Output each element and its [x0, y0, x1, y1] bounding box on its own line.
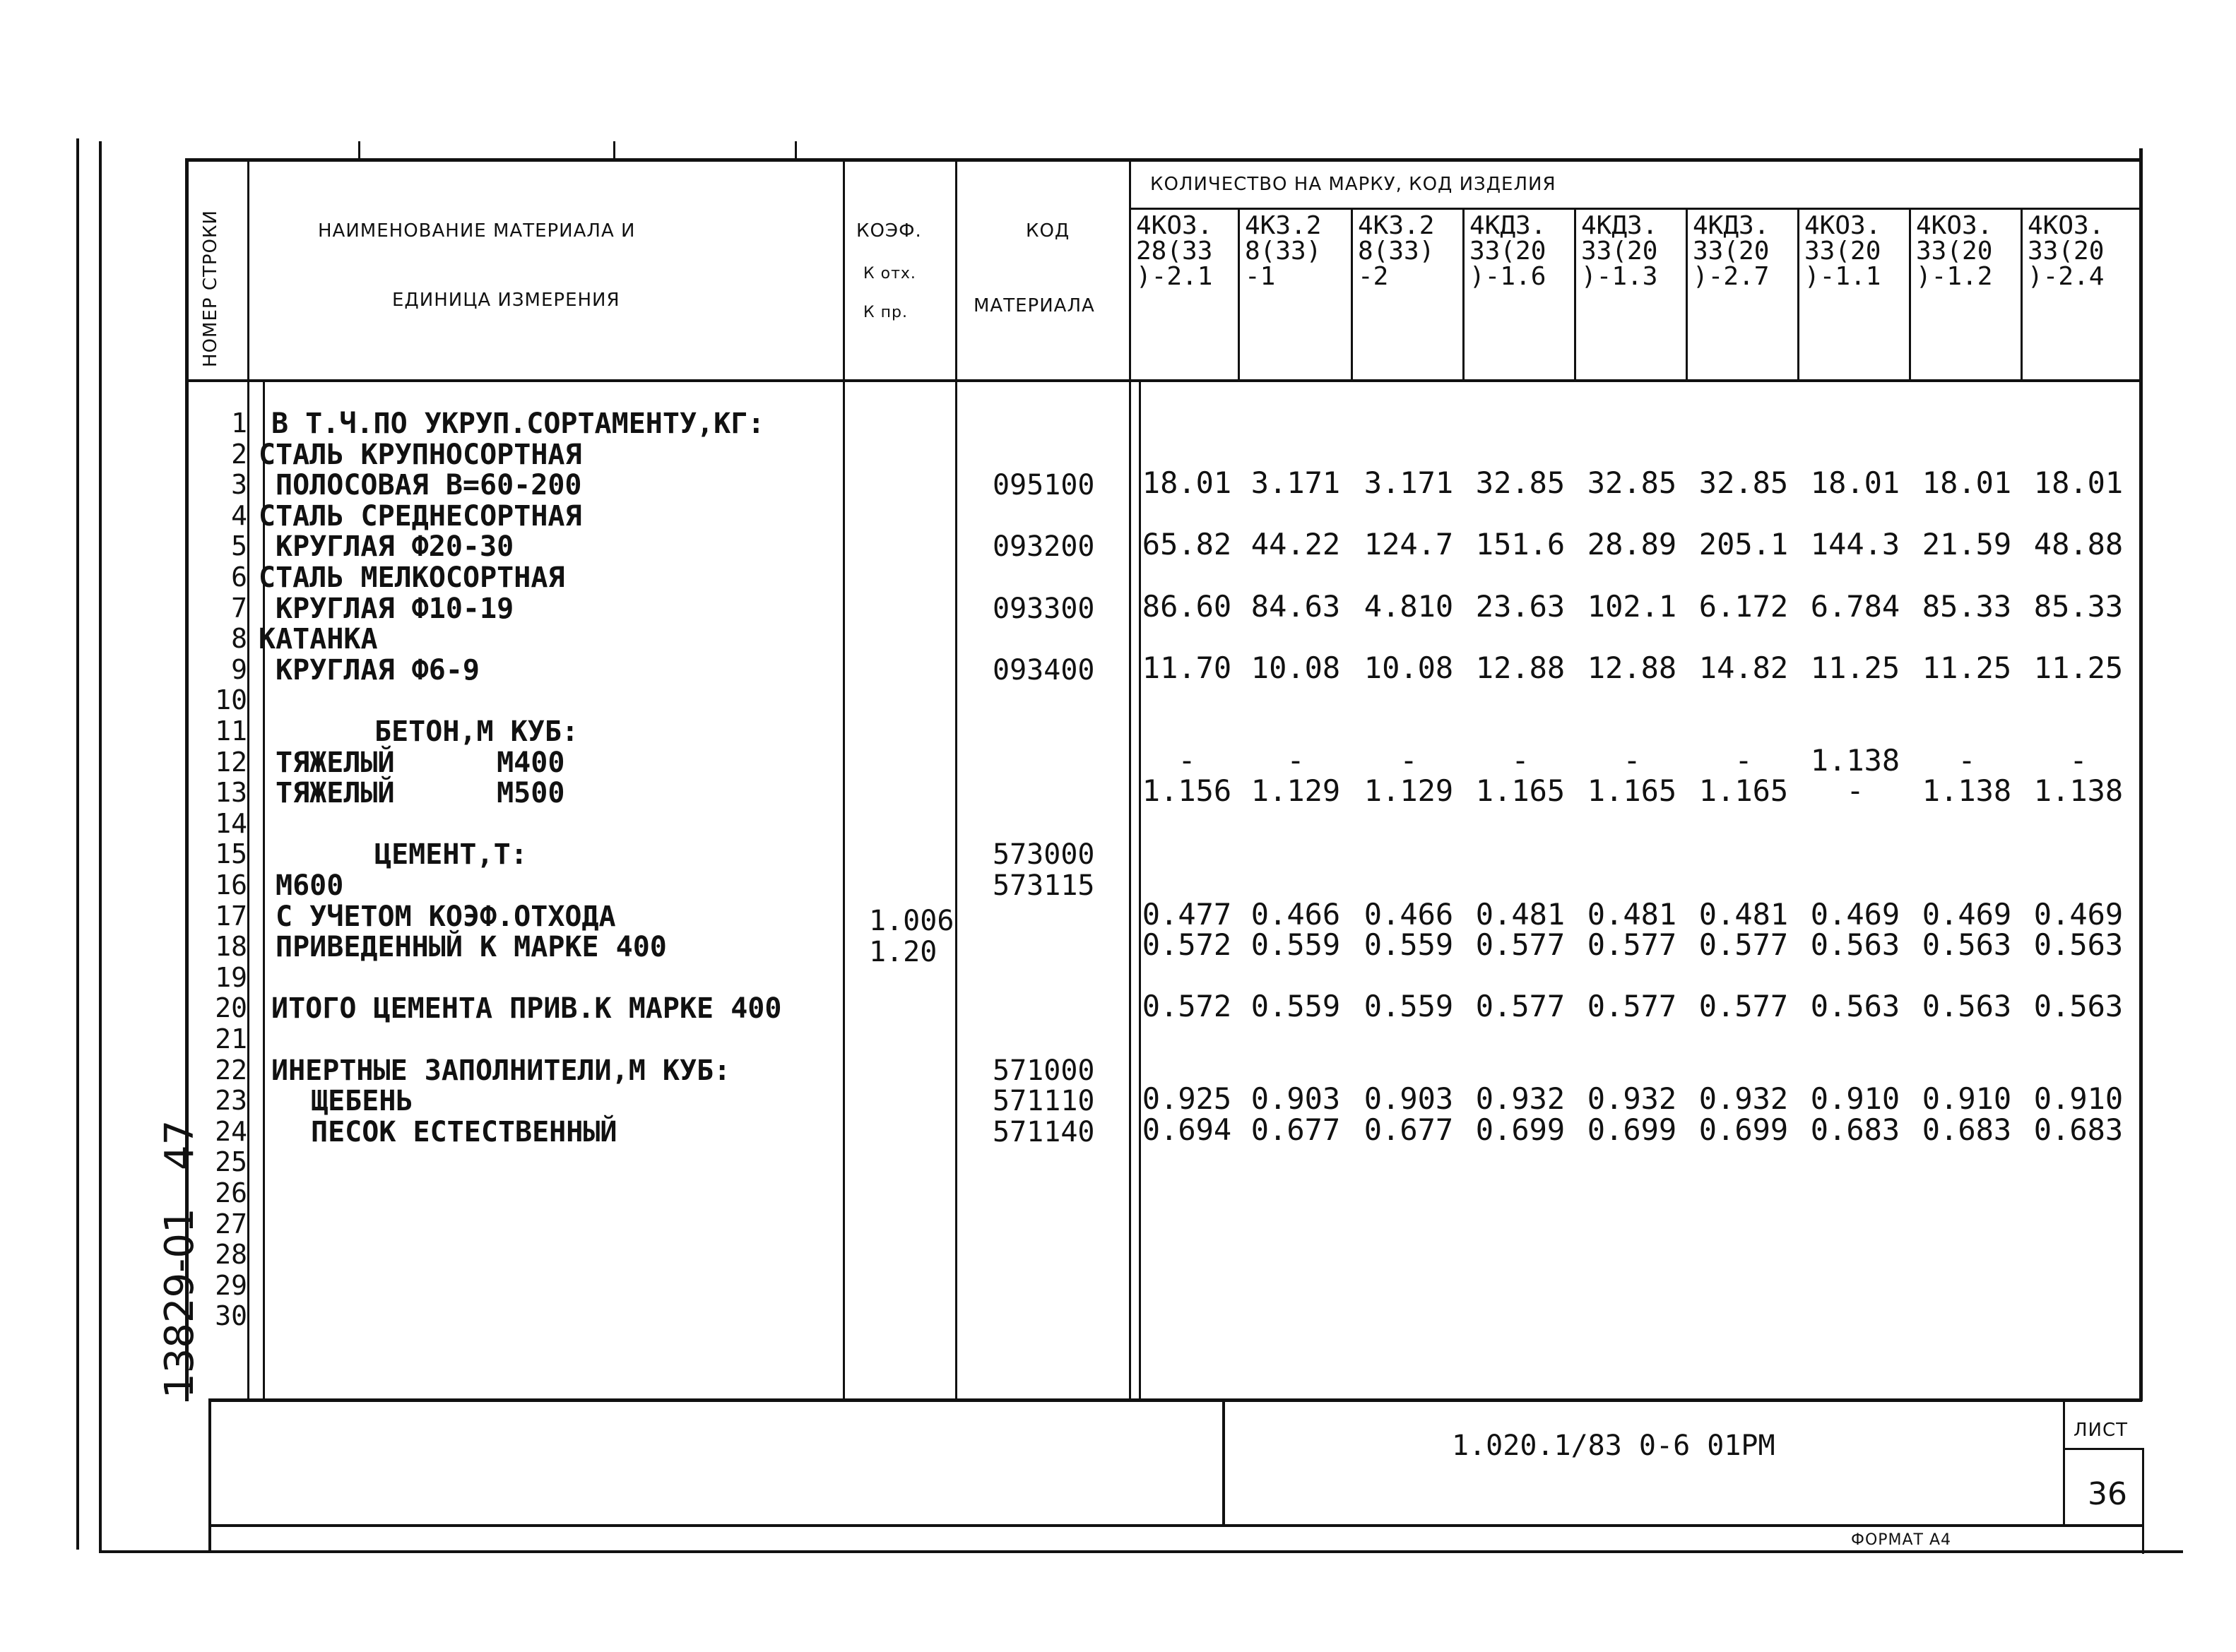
- product-col-header-6-line3: )-2.7: [1693, 262, 1770, 291]
- quantity-cell: -: [2069, 742, 2088, 778]
- product-col-header-7-line1: 4КО3.: [1804, 211, 1881, 240]
- coef-header-line2: К отх.: [863, 265, 916, 283]
- product-col-header-1-line3: )-2.1: [1136, 262, 1213, 291]
- product-col-header-9-line3: )-2.4: [2028, 262, 2105, 291]
- row-number: 15: [215, 838, 247, 870]
- quantity-cell: 18.01: [1142, 465, 1232, 501]
- code-header-line2: МАТЕРИАЛА: [974, 295, 1095, 316]
- quantity-cell: 0.481: [1698, 896, 1789, 932]
- row-number: 29: [215, 1269, 247, 1301]
- product-col-header-8-line2: 33(20: [1916, 237, 1993, 266]
- quantity-cell: 18.01: [1922, 465, 2012, 501]
- row-number: 20: [215, 992, 247, 1024]
- row-number: 1: [231, 408, 247, 439]
- quantity-cell: -: [1623, 742, 1641, 778]
- material-name: ИТОГО ЦЕМЕНТА ПРИВ.К МАРКЕ 400: [271, 992, 782, 1026]
- quantity-cell: -: [1178, 742, 1196, 778]
- product-col-header-1-line2: 28(33: [1136, 237, 1213, 266]
- quantity-cell: 0.563: [1922, 927, 2012, 963]
- material-header-line1: НАИМЕНОВАНИЕ МАТЕРИАЛА И: [318, 220, 636, 242]
- quantity-cell: 0.563: [1922, 989, 2012, 1024]
- quantity-cell: 86.60: [1142, 588, 1232, 624]
- quantity-cell: 0.469: [1922, 896, 2012, 932]
- material-name: ЦЕМЕНТ,Т:: [374, 838, 528, 872]
- quantity-cell: 0.563: [2033, 927, 2124, 963]
- quantity-cell: 11.25: [1922, 650, 2012, 685]
- material-name: КРУГЛАЯ Ф10-19: [276, 592, 514, 625]
- quantity-cell: 0.563: [1810, 989, 1900, 1024]
- row-number: 3: [231, 469, 247, 501]
- sheet-label: ЛИСТ: [2074, 1420, 2129, 1441]
- product-col-header-2-line2: 8(33): [1245, 237, 1322, 266]
- quantity-cell: 84.63: [1250, 588, 1341, 624]
- row-number: 16: [215, 869, 247, 901]
- product-col-header-4-line3: )-1.6: [1469, 262, 1546, 291]
- quantity-cell: 1.165: [1475, 773, 1566, 809]
- material-name: ТЯЖЕЛЫЙ М500: [276, 777, 565, 810]
- outer-bottom-border: [99, 1550, 2183, 1553]
- material-code: 571000: [993, 1054, 1095, 1087]
- quantity-cell: 3.171: [1364, 465, 1454, 501]
- quantity-cell: 0.481: [1475, 896, 1566, 932]
- quantity-cell: 85.33: [1922, 588, 2012, 624]
- material-name: БЕТОН,М КУБ:: [374, 715, 579, 748]
- quantity-cell: 0.910: [1810, 1081, 1900, 1117]
- material-name: ТЯЖЕЛЫЙ М400: [276, 746, 565, 779]
- quantity-cell: 1.138: [2033, 773, 2124, 809]
- row-number: 27: [215, 1208, 247, 1240]
- code-header-line1: КОД: [1026, 220, 1070, 242]
- row-number: 10: [215, 684, 247, 716]
- quantity-cell: 144.3: [1810, 527, 1900, 562]
- quantity-cell: 0.469: [1810, 896, 1900, 932]
- quantity-cell: 0.694: [1142, 1112, 1232, 1147]
- quantity-cell: 12.88: [1475, 650, 1566, 685]
- material-code: 573000: [993, 838, 1095, 872]
- quantity-cell: 0.699: [1698, 1112, 1789, 1147]
- quantity-cell: 0.466: [1250, 896, 1341, 932]
- material-name: ПЕСОК ЕСТЕСТВЕННЫЙ: [311, 1115, 617, 1148]
- product-col-header-2-line1: 4К3.2: [1245, 211, 1322, 240]
- quantity-cell: 1.129: [1250, 773, 1341, 809]
- quantity-cell: 0.677: [1364, 1112, 1454, 1147]
- quantity-cell: 0.677: [1250, 1112, 1341, 1147]
- product-col-header-7-line3: )-1.1: [1804, 262, 1881, 291]
- row-number: 30: [215, 1300, 247, 1332]
- row-number: 26: [215, 1177, 247, 1208]
- row-number: 22: [215, 1054, 247, 1086]
- quantity-cell: 0.932: [1587, 1081, 1677, 1117]
- quantity-cell: 0.477: [1142, 896, 1232, 932]
- quantity-cell: 102.1: [1587, 588, 1677, 624]
- outer-left-border: [76, 138, 79, 1550]
- side-note: 13829-01 47: [157, 1119, 203, 1398]
- material-name: ЩЕБЕНЬ: [311, 1085, 413, 1118]
- quantity-cell: 10.08: [1250, 650, 1341, 685]
- material-code: 573115: [993, 869, 1095, 902]
- format-label: ФОРМАТ А4: [1851, 1531, 1952, 1549]
- material-name: КРУГЛАЯ Ф6-9: [276, 653, 480, 687]
- table-top-border: [185, 158, 2142, 162]
- quantity-cell: 1.138: [1922, 773, 2012, 809]
- quantity-cell: 6.172: [1698, 588, 1789, 624]
- material-code: 093400: [993, 653, 1095, 687]
- quantity-cell: 0.481: [1587, 896, 1677, 932]
- quantity-cell: 0.572: [1142, 927, 1232, 963]
- quantity-cell: 18.01: [2033, 465, 2124, 501]
- quantity-cell: 0.699: [1475, 1112, 1566, 1147]
- row-number: 6: [231, 561, 247, 593]
- material-code: 571140: [993, 1115, 1095, 1148]
- material-name: ИНЕРТНЫЕ ЗАПОЛНИТЕЛИ,М КУБ:: [271, 1054, 731, 1087]
- quantity-cell: 14.82: [1698, 650, 1789, 685]
- quantity-cell: 0.932: [1475, 1081, 1566, 1117]
- quantity-cell: 151.6: [1475, 527, 1566, 562]
- material-name: СТАЛЬ МЕЛКОСОРТНАЯ: [259, 561, 565, 594]
- quantity-cell: -: [1400, 742, 1418, 778]
- quantity-cell: 0.932: [1698, 1081, 1789, 1117]
- quantity-cell: 0.910: [1922, 1081, 2012, 1117]
- quantity-cell: 0.903: [1250, 1081, 1341, 1117]
- row-number: 28: [215, 1239, 247, 1271]
- material-code: 571110: [993, 1085, 1095, 1118]
- quantity-cell: 1.165: [1587, 773, 1677, 809]
- quantity-cell: 23.63: [1475, 588, 1566, 624]
- material-name: С УЧЕТОМ КОЭФ.ОТХОДА: [276, 900, 616, 933]
- quantity-cell: 0.572: [1142, 989, 1232, 1024]
- product-col-header-6-line2: 33(20: [1693, 237, 1770, 266]
- quantity-cell: 0.577: [1698, 927, 1789, 963]
- coef-row17: 1.006: [869, 905, 954, 937]
- row-number: 9: [231, 653, 247, 685]
- quantity-cell: -: [1846, 773, 1864, 809]
- quantity-cell: 3.171: [1250, 465, 1341, 501]
- row-number: 24: [215, 1115, 247, 1147]
- sheet-number: 36: [2088, 1476, 2127, 1512]
- product-col-header-3-line2: 8(33): [1358, 237, 1435, 266]
- quantity-cell: 0.577: [1587, 927, 1677, 963]
- quantity-cell: 0.910: [2033, 1081, 2124, 1117]
- row-number: 23: [215, 1085, 247, 1117]
- quantity-cell: 12.88: [1587, 650, 1677, 685]
- outer-left-border-2: [99, 141, 102, 1552]
- quantity-cell: 0.577: [1698, 989, 1789, 1024]
- product-col-header-2-line3: -1: [1245, 262, 1276, 291]
- quantity-cell: 6.784: [1810, 588, 1900, 624]
- coef-header-line3: К пр.: [863, 304, 908, 321]
- product-col-header-9-line1: 4КО3.: [2028, 211, 2105, 240]
- quantity-cell: 48.88: [2033, 527, 2124, 562]
- material-name: М600: [276, 869, 344, 902]
- quantity-cell: 0.563: [1810, 927, 1900, 963]
- material-header-line2: ЕДИНИЦА ИЗМЕРЕНИЯ: [392, 290, 620, 311]
- quantity-cell: 21.59: [1922, 527, 2012, 562]
- quantity-cell: 85.33: [2033, 588, 2124, 624]
- row-number: 17: [215, 900, 247, 932]
- quantity-cell: 32.85: [1587, 465, 1677, 501]
- row-number: 12: [215, 746, 247, 778]
- quantity-cell: 0.469: [2033, 896, 2124, 932]
- quantity-cell: 65.82: [1142, 527, 1232, 562]
- quantity-cell: 0.577: [1587, 989, 1677, 1024]
- quantity-cell: 0.466: [1364, 896, 1454, 932]
- quantity-cell: 0.683: [1922, 1112, 2012, 1147]
- document-code: 1.020.1/83 0-6 01РМ: [1452, 1430, 1775, 1462]
- product-col-header-8-line3: )-1.2: [1916, 262, 1993, 291]
- product-col-header-9-line2: 33(20: [2028, 237, 2105, 266]
- quantity-cell: 0.683: [1810, 1112, 1900, 1147]
- product-col-header-5-line2: 33(20: [1581, 237, 1658, 266]
- header-bottom-border: [185, 379, 2142, 382]
- product-col-header-5-line3: )-1.3: [1581, 262, 1658, 291]
- quantity-cell: 0.683: [2033, 1112, 2124, 1147]
- quantity-cell: 4.810: [1364, 588, 1454, 624]
- product-col-header-6-line1: 4КД3.: [1693, 211, 1770, 240]
- quantity-cell: 1.129: [1364, 773, 1454, 809]
- product-col-header-4-line2: 33(20: [1469, 237, 1546, 266]
- quantity-cell: 0.903: [1364, 1081, 1454, 1117]
- quantity-cell: 1.138: [1810, 742, 1900, 778]
- quantity-cell: 11.70: [1142, 650, 1232, 685]
- product-col-header-8-line1: 4КО3.: [1916, 211, 1993, 240]
- row-number: 8: [231, 623, 247, 655]
- quantity-cell: 1.165: [1698, 773, 1789, 809]
- title-block-top: [208, 1398, 2142, 1402]
- material-name: КРУГЛАЯ Ф20-30: [276, 530, 514, 564]
- product-col-header-4-line1: 4КД3.: [1469, 211, 1546, 240]
- row-number: 18: [215, 931, 247, 963]
- material-code: 095100: [993, 469, 1095, 502]
- quantity-cell: -: [1286, 742, 1305, 778]
- quantity-header: КОЛИЧЕСТВО НА МАРКУ, КОД ИЗДЕЛИЯ: [1150, 174, 1556, 195]
- quantity-cell: 1.156: [1142, 773, 1232, 809]
- quantity-cell: 32.85: [1475, 465, 1566, 501]
- material-name: ПОЛОСОВАЯ В=60-200: [276, 469, 582, 502]
- quantity-cell: 11.25: [2033, 650, 2124, 685]
- product-col-header-7-line2: 33(20: [1804, 237, 1881, 266]
- material-name: В Т.Ч.ПО УКРУП.СОРТАМЕНТУ,КГ:: [271, 408, 765, 440]
- quantity-cell: 18.01: [1810, 465, 1900, 501]
- row-number: 21: [215, 1023, 247, 1054]
- row-number: 2: [231, 438, 247, 470]
- row-number: 14: [215, 807, 247, 839]
- product-col-header-1-line1: 4КО3.: [1136, 211, 1213, 240]
- quantity-cell: -: [1734, 742, 1753, 778]
- table-right-border: [2139, 148, 2143, 1401]
- row-number: 5: [231, 530, 247, 562]
- product-col-header-3-line3: -2: [1358, 262, 1389, 291]
- material-code: 093200: [993, 530, 1095, 564]
- quantity-cell: 44.22: [1250, 527, 1341, 562]
- quantity-cell: 28.89: [1587, 527, 1677, 562]
- row-number: 13: [215, 777, 247, 809]
- quantity-cell: 0.699: [1587, 1112, 1677, 1147]
- coef-header-line1: КОЭФ.: [856, 220, 922, 242]
- quantity-cell: -: [1511, 742, 1530, 778]
- row-number: 19: [215, 961, 247, 993]
- product-col-header-3-line1: 4К3.2: [1358, 211, 1435, 240]
- quantity-cell: 0.577: [1475, 927, 1566, 963]
- quantity-cell: 0.563: [2033, 989, 2124, 1024]
- quantity-cell: 32.85: [1698, 465, 1789, 501]
- quantity-cell: 0.925: [1142, 1081, 1232, 1117]
- row-number: 11: [215, 715, 247, 747]
- row-number-header: НОМЕР СТРОКИ: [200, 210, 221, 367]
- quantity-cell: 205.1: [1698, 527, 1789, 562]
- quantity-cell: 0.559: [1364, 989, 1454, 1024]
- quantity-cell: 10.08: [1364, 650, 1454, 685]
- material-name: СТАЛЬ СРЕДНЕСОРТНАЯ: [259, 499, 582, 533]
- coef-row18: 1.20: [869, 936, 937, 968]
- material-name: КАТАНКА: [259, 623, 378, 656]
- material-name: ПРИВЕДЕННЫЙ К МАРКЕ 400: [276, 931, 667, 964]
- quantity-cell: 0.559: [1250, 989, 1341, 1024]
- material-name: СТАЛЬ КРУПНОСОРТНАЯ: [259, 438, 582, 471]
- quantity-cell: 11.25: [1810, 650, 1900, 685]
- material-code: 093300: [993, 592, 1095, 625]
- quantity-cell: 0.559: [1250, 927, 1341, 963]
- row-number: 25: [215, 1146, 247, 1178]
- quantity-cell: 0.559: [1364, 927, 1454, 963]
- quantity-cell: 124.7: [1364, 527, 1454, 562]
- row-number: 4: [231, 499, 247, 531]
- product-col-header-5-line1: 4КД3.: [1581, 211, 1658, 240]
- quantity-cell: -: [1958, 742, 1976, 778]
- quantity-cell: 0.577: [1475, 989, 1566, 1024]
- row-number: 7: [231, 592, 247, 624]
